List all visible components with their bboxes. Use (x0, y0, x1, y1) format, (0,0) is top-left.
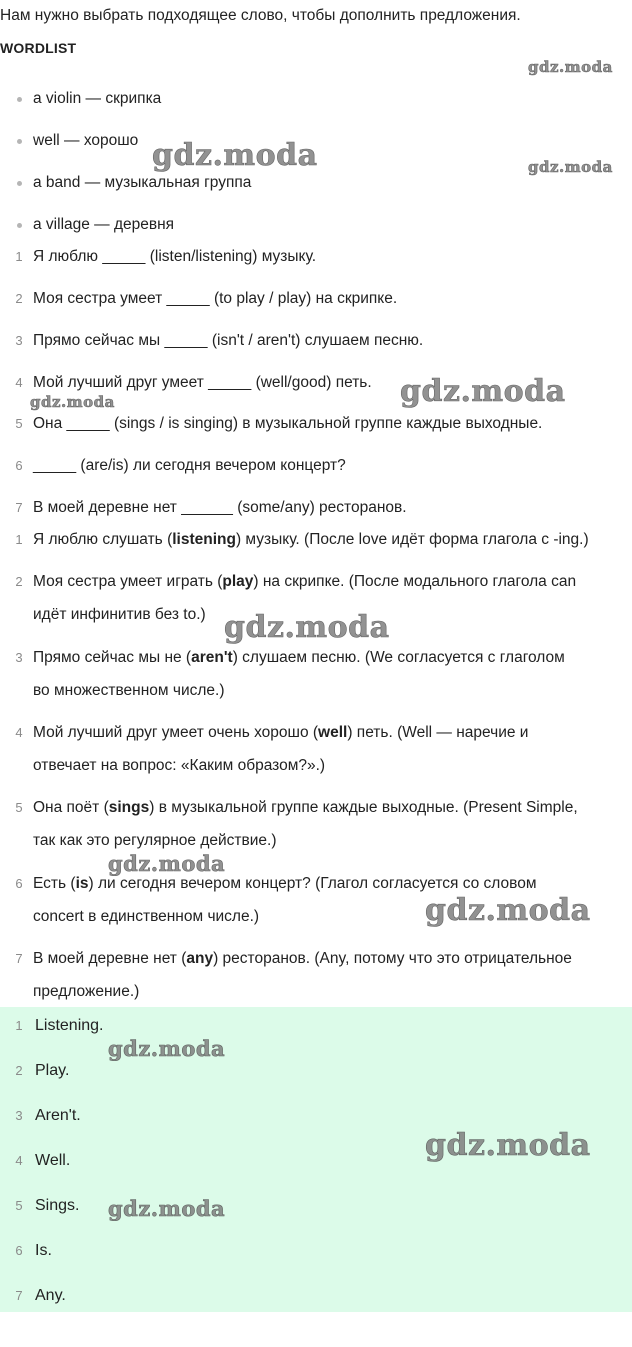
watermark: gdz.moda (224, 610, 390, 645)
task-text: _____ (are/is) ли сегодня вечером концерт? (33, 457, 346, 474)
answer-number: 4 (15, 1153, 23, 1168)
bullet-icon (17, 139, 22, 144)
explanation-after: ) музыку. (После love идёт форма глагола с -ing.) (235, 531, 589, 548)
explanation-line-2: так как это регулярное действие.) (33, 832, 277, 849)
answer-text: Is. (35, 1242, 52, 1259)
explanation-line (33, 798, 578, 818)
explanation-answer-word: any (186, 950, 214, 967)
task-number: 1 (15, 249, 23, 264)
explanation-after: ) на скрипке. (После модального глагола can (253, 573, 577, 590)
watermark: gdz.moda (108, 1196, 226, 1221)
explanation-answer-word: listening (172, 531, 236, 548)
explanation-after: ) в музыкальной группе каждые выходные. (Present Simple, (149, 799, 578, 816)
task-text: Прямо сейчас мы _____ (isn't / aren't) слушаем песню. (33, 332, 424, 349)
task-number: 3 (15, 333, 23, 348)
explanation-line (33, 648, 565, 668)
watermark: gdz.moda (108, 851, 226, 876)
answer-text: Aren't. (35, 1107, 81, 1124)
explanation-line (33, 572, 576, 592)
explanation-answer-word: well (318, 724, 348, 741)
explanation-number: 5 (15, 800, 23, 815)
wordlist-item: a village — деревня (33, 216, 175, 233)
answer-text: Listening. (35, 1017, 104, 1034)
explanation-number: 7 (15, 951, 23, 966)
explanation-before: Моя сестра умеет играть ( (33, 573, 223, 590)
watermark: gdz.moda (425, 893, 591, 928)
task-text: Она _____ (sings / is singing) в музыкальной группе каждые выходные. (33, 415, 543, 432)
explanation-after: ) ли сегодня вечером концерт? (Глагол согласуется со словом (88, 875, 537, 892)
wordlist-item: well — хорошо (33, 132, 139, 149)
explanation-before: Она поёт ( (33, 799, 109, 816)
task-number: 5 (15, 416, 23, 431)
answers-panel (0, 1007, 632, 1312)
bullet-icon (17, 223, 22, 228)
task-text: Мой лучший друг умеет _____ (well/good) петь. (33, 374, 372, 391)
wordlist-item: a band — музыкальная группа (33, 174, 252, 191)
explanation-before: Я люблю слушать ( (33, 531, 173, 548)
explanation-line-2: во множественном числе.) (33, 682, 225, 699)
explanation-before: Мой лучший друг умеет очень хорошо ( (33, 724, 319, 741)
explanation-before: Есть ( (33, 875, 76, 892)
explanation-answer-word: is (75, 875, 89, 892)
explanation-line-2: идёт инфинитив без to.) (33, 606, 206, 623)
wordlist-heading: WORDLIST (0, 40, 77, 56)
task-text: Я люблю _____ (listen/listening) музыку. (33, 248, 317, 265)
explanation-before: В моей деревне нет ( (33, 950, 187, 967)
watermark: gdz.moda (528, 158, 613, 176)
explanation-number: 3 (15, 650, 23, 665)
watermark: gdz.moda (400, 374, 566, 409)
explanation-answer-word: aren't (191, 649, 233, 666)
explanation-number: 6 (15, 876, 23, 891)
task-number: 6 (15, 458, 23, 473)
explanation-answer-word: sings (108, 799, 150, 816)
explanation-line (33, 874, 536, 894)
watermark: gdz.moda (528, 58, 613, 76)
bullet-icon (17, 181, 22, 186)
answer-number: 3 (15, 1108, 23, 1123)
watermark: gdz.moda (152, 138, 318, 173)
explanation-number: 1 (15, 532, 23, 547)
task-number: 4 (15, 375, 23, 390)
explanation-line-2: отвечает на вопрос: «Каким образом?».) (33, 757, 326, 774)
task-number: 7 (15, 500, 23, 515)
answer-text: Well. (35, 1152, 71, 1169)
watermark: gdz.moda (108, 1036, 226, 1061)
answer-number: 1 (15, 1018, 23, 1033)
explanation-line (33, 723, 528, 743)
task-text: Моя сестра умеет _____ (to play / play) на скрипке. (33, 290, 398, 307)
explanation-line (33, 949, 572, 969)
answer-number: 2 (15, 1063, 23, 1078)
answer-text: Sings. (35, 1197, 80, 1214)
explanation-line (33, 530, 589, 550)
explanation-number: 4 (15, 725, 23, 740)
answer-text: Play. (35, 1062, 70, 1079)
explanation-number: 2 (15, 574, 23, 589)
watermark: gdz.moda (30, 393, 115, 411)
answer-number: 7 (15, 1288, 23, 1303)
explanation-line-2: предложение.) (33, 983, 140, 1000)
answer-number: 6 (15, 1243, 23, 1258)
bullet-icon (17, 97, 22, 102)
watermark: gdz.moda (425, 1128, 591, 1163)
intro-text: Нам нужно выбрать подходящее слово, чтобы дополнить предложения. (0, 7, 521, 24)
task-number: 2 (15, 291, 23, 306)
explanation-line-2: concert в единственном числе.) (33, 908, 260, 925)
explanation-before: Прямо сейчас мы не ( (33, 649, 192, 666)
wordlist-item: a violin — скрипка (33, 90, 162, 107)
explanation-after: ) петь. (Well — наречие и (347, 724, 529, 741)
explanation-after: ) слушаем песню. (We согласуется с глаголом (232, 649, 565, 666)
answer-number: 5 (15, 1198, 23, 1213)
answer-text: Any. (35, 1287, 66, 1304)
task-text: В моей деревне нет ______ (some/any) ресторанов. (33, 499, 407, 516)
explanation-after: ) ресторанов. (Any, потому что это отрицательное (213, 950, 572, 967)
explanation-answer-word: play (222, 573, 254, 590)
